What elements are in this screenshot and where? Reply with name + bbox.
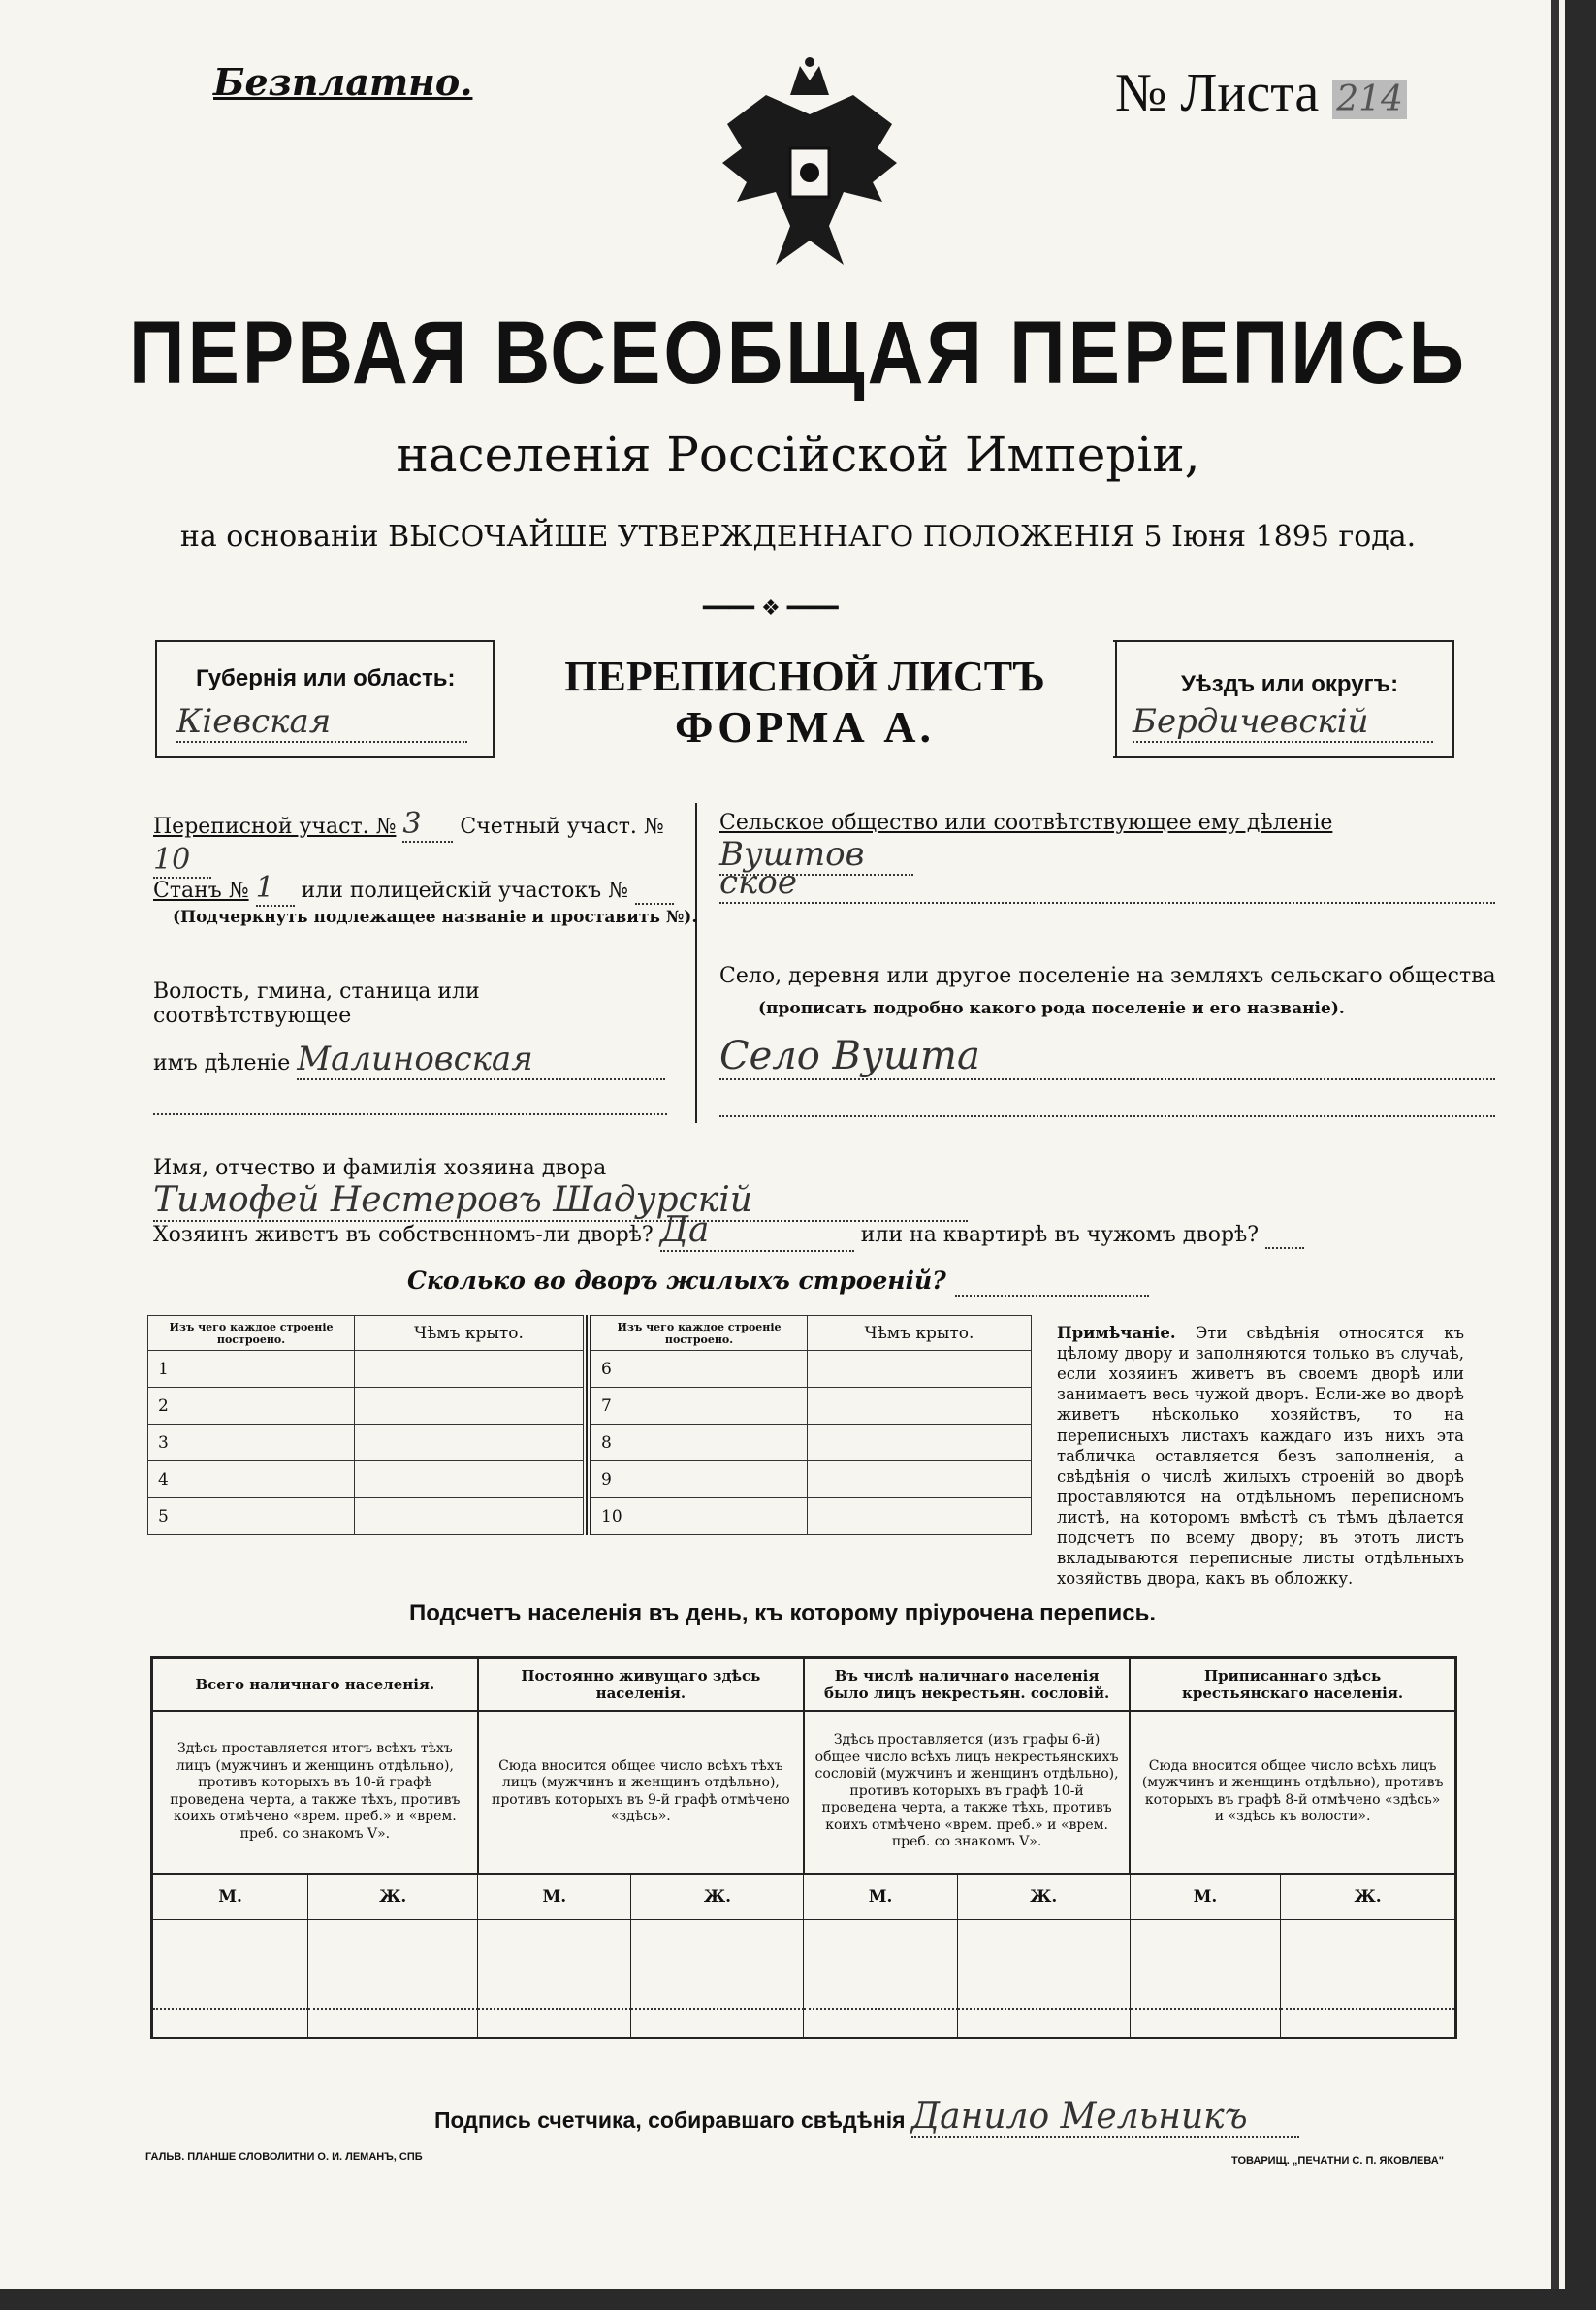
buildings-row-roof (355, 1498, 584, 1535)
population-total-cell (631, 2009, 804, 2038)
stan-row (153, 871, 677, 907)
volost-label: Волость, гмина, станица или соотвѣтствующее (153, 979, 480, 1028)
buildings-row-roof (808, 1461, 1032, 1498)
buildings-row-number: 3 (148, 1425, 355, 1461)
buildings-col-material: Изъ чего каждое строеніе построено. (148, 1316, 355, 1351)
population-value-cell (308, 1920, 478, 2009)
population-male-header: М. (478, 1874, 631, 1920)
buildings-count-value (955, 1267, 1149, 1297)
page-title: ПЕРВАЯ ВСЕОБЩАЯ ПЕРЕПИСЬ (129, 303, 1467, 402)
divider-ornament: ━━━━ ❖ ━━━━ (703, 596, 839, 621)
population-value-cell (957, 1920, 1130, 2009)
population-value-cell (631, 1920, 804, 2009)
buildings-row-number: 10 (589, 1498, 808, 1535)
census-area-value: 3 (402, 807, 453, 843)
stan-label: Станъ № (153, 879, 249, 903)
population-total-cell (804, 2009, 957, 2038)
buildings-table-left (147, 1315, 584, 1535)
buildings-row-number: 5 (148, 1498, 355, 1535)
buildings-row-number: 6 (589, 1351, 808, 1388)
own-yard-label: Хозяинъ живетъ въ собственномъ-ли дворѣ? (153, 1223, 654, 1247)
buildings-row-number: 4 (148, 1461, 355, 1498)
page-subtitle: населенія Россійской Имперіи, (396, 427, 1200, 483)
guberniya-label: Губернія или область: (196, 665, 456, 691)
buildings-col-material-2: Изъ чего каждое строеніе построено. (589, 1316, 808, 1351)
population-total-cell (1281, 2009, 1456, 2038)
buildings-row-roof (355, 1388, 584, 1425)
buildings-row-number: 8 (589, 1425, 808, 1461)
buildings-row-number: 2 (148, 1388, 355, 1425)
population-female-header: Ж. (957, 1874, 1130, 1920)
underline-note: (Подчеркнуть подлежащее названіе и проставить №). (173, 908, 698, 927)
form-title-box (493, 640, 1117, 758)
police-value (635, 879, 674, 905)
buildings-row-roof (355, 1461, 584, 1498)
buildings-row (589, 1388, 1032, 1425)
printer-right: ТОВАРИЩ. „ПЕЧАТНИ С. П. ЯКОВЛЕВА" (1231, 2155, 1444, 2166)
population-col-desc: Здѣсь проставляется (изъ графы 6-й) общее число всѣхъ лицъ некрестьянскихъ сословій (мужчинъ и женщинъ отдѣльно), противъ которыхъ въ графѣ 10-й проведена черта, а также тѣхъ, противъ коихъ отмѣчено «врем. преб.» и «врем. преб. со знакомъ V». (804, 1711, 1130, 1874)
sheet-number (1115, 62, 1407, 124)
uezd-label: Уѣздъ или округъ: (1181, 671, 1399, 697)
volost-row (153, 1040, 677, 1080)
buildings-row (148, 1461, 584, 1498)
population-value-cell (152, 1920, 308, 2009)
note-text: Эти свѣдѣнія относятся къ цѣлому двору и заполняются только въ случаѣ, если хозяинъ живетъ въ своемъ дворѣ или занимаетъ весь чужой дворъ. Если-же во дворѣ живетъ нѣсколько хозяйствъ, то на переписныхъ листахъ каждаго изъ нихъ эта табличка оставляется безъ заполненія, а свѣдѣнія о числѣ жилыхъ строеній во дворѣ проставляются на отдѣльномъ переписномъ листѣ, на которомъ вмѣстѣ съ тѣмъ дѣлается подсчетъ по всему двору; въ этотъ листъ вкладываются переписные листы отдѣльныхъ хозяйствъ двора, какъ въ обложку. (1057, 1324, 1464, 1588)
owner-name-label: Имя, отчество и фамилія хозяина двора (153, 1156, 607, 1180)
buildings-col-roof: Чѣмъ крыто. (355, 1316, 584, 1351)
village-label: Село, деревня или другое поселеніе на земляхъ сельскаго общества (719, 964, 1496, 988)
counting-area-label: Счетный участ. № (460, 815, 664, 839)
population-total-cell (152, 2009, 308, 2038)
census-area-label: Переписной участ. № (153, 815, 397, 839)
village-value: Село Вушта (719, 1034, 1495, 1080)
census-area-row (153, 807, 667, 879)
buildings-row-roof (355, 1351, 584, 1388)
guberniya-value: Кіевская (176, 702, 467, 743)
uezd-value: Бердичевскій (1133, 702, 1433, 743)
rented-value (1265, 1223, 1304, 1249)
village-note: (прописать подробно какого рода поселеніе и его названіе). (758, 999, 1345, 1018)
sheet-number-value: 214 (1332, 80, 1407, 119)
population-male-header: М. (1130, 1874, 1281, 1920)
volost-value: Малиновская (297, 1040, 665, 1080)
owner-name-value: Тимофей Нестеровъ Шадурскій (153, 1180, 968, 1222)
binding-edge (1551, 0, 1559, 2289)
society-value-2: ское (719, 863, 1495, 904)
buildings-row-roof (808, 1498, 1032, 1535)
form-title: ПЕРЕПИСНОЙ ЛИСТЪ (564, 653, 1045, 700)
owner-yard-row (153, 1210, 1511, 1252)
section-divider (695, 803, 697, 1123)
buildings-question (407, 1267, 1149, 1297)
population-col-desc: Сюда вносится общее число всѣхъ тѣхъ лицъ (мужчинъ и женщинъ отдѣльно), противъ которыхъ въ 9-й графѣ отмѣчено «здѣсь». (478, 1711, 804, 1874)
population-value-cell (1130, 1920, 1281, 2009)
buildings-row-roof (808, 1351, 1032, 1388)
buildings-row-roof (808, 1425, 1032, 1461)
buildings-row (148, 1351, 584, 1388)
population-col-title: Приписаннаго здѣсь крестьянскаго населенія. (1130, 1658, 1455, 1711)
population-heading: Подсчетъ населенія въ день, къ которому пріурочена перепись. (409, 1600, 1156, 1626)
note-title: Примѣчаніе. (1057, 1324, 1176, 1342)
form-name: ФОРМА А. (675, 702, 935, 752)
village-blank-line (719, 1115, 1495, 1117)
volost-blank-line (153, 1113, 667, 1115)
population-total-cell (957, 2009, 1130, 2038)
sheet-number-label: № Листа (1115, 63, 1320, 123)
buildings-row (589, 1425, 1032, 1461)
population-total-cell (1130, 2009, 1281, 2038)
buildings-row-number: 9 (589, 1461, 808, 1498)
buildings-row-number: 7 (589, 1388, 808, 1425)
buildings-table-right (586, 1315, 1032, 1535)
coat-of-arms-icon (708, 56, 911, 289)
guberniya-box (155, 640, 495, 758)
population-col-title: Въ числѣ наличнаго населенія было лицъ некрестьян. сословій. (804, 1658, 1130, 1711)
buildings-row (589, 1498, 1032, 1535)
buildings-row (589, 1351, 1032, 1388)
society-label: Сельское общество или соотвѣтствующее ему дѣленіе (719, 811, 1333, 835)
population-col-title: Постоянно живущаго здѣсь населенія. (478, 1658, 804, 1711)
buildings-row-roof (355, 1425, 584, 1461)
population-col-desc: Сюда вносится общее число всѣхъ лицъ (мужчинъ и женщинъ отдѣльно), противъ которыхъ въ графѣ 8-й отмѣчено «здѣсь» и «здѣсь къ волости». (1130, 1711, 1455, 1874)
signature-row (434, 2097, 1299, 2138)
population-female-header: Ж. (308, 1874, 478, 1920)
population-total-cell (478, 2009, 631, 2038)
police-label: или полицейскій участокъ № (301, 879, 628, 903)
signature-label: Подпись счетчика, собиравшаго свѣдѣнія (434, 2107, 906, 2133)
legal-basis: на основаніи ВЫСОЧАЙШЕ УТВЕРЖДЕННАГО ПОЛОЖЕНІЯ 5 Іюня 1895 года. (179, 520, 1417, 554)
uezd-box (1113, 640, 1454, 758)
buildings-row-roof (808, 1388, 1032, 1425)
population-col-title: Всего наличнаго населенія. (152, 1658, 478, 1711)
buildings-row (148, 1388, 584, 1425)
population-female-header: Ж. (631, 1874, 804, 1920)
buildings-question-text: Сколько во дворъ жилыхъ строеній? (407, 1267, 946, 1295)
buildings-row (589, 1461, 1032, 1498)
buildings-row-number: 1 (148, 1351, 355, 1388)
population-value-cell (1281, 1920, 1456, 2009)
population-total-cell (308, 2009, 478, 2038)
population-col-desc: Здѣсь проставляется итогъ всѣхъ тѣхъ лицъ (мужчинъ и женщинъ отдѣльно), противъ которыхъ въ 10-й графѣ проведена черта, а также тѣхъ, противъ коихъ отмѣчено «врем. преб.» и «врем. преб. со знакомъ V». (152, 1711, 478, 1874)
buildings-col-roof-2: Чѣмъ крыто. (808, 1316, 1032, 1351)
society-value: Вуштов (719, 835, 913, 876)
rented-label: или на квартирѣ въ чужомъ дворѣ? (860, 1223, 1260, 1247)
free-label: Безплатно. (213, 60, 473, 104)
population-table (150, 1656, 1457, 2039)
signature-value: Данило Мельникъ (911, 2097, 1299, 2138)
population-male-header: М. (152, 1874, 308, 1920)
note-block (1057, 1323, 1464, 1588)
population-female-header: Ж. (1281, 1874, 1456, 1920)
population-value-cell (478, 1920, 631, 2009)
printer-left: ГАЛЬВ. ПЛАНШЕ СЛОВОЛИТНИ О. И. ЛЕМАНЪ, СПБ (145, 2151, 423, 2163)
counting-area-value: 10 (153, 843, 211, 879)
population-value-cell (804, 1920, 957, 2009)
own-yard-value: Да (660, 1210, 854, 1252)
buildings-row (148, 1498, 584, 1535)
stan-value: 1 (256, 871, 295, 907)
buildings-row (148, 1425, 584, 1461)
volost-label-2: имъ дѣленіе (153, 1051, 291, 1075)
population-male-header: М. (804, 1874, 957, 1920)
